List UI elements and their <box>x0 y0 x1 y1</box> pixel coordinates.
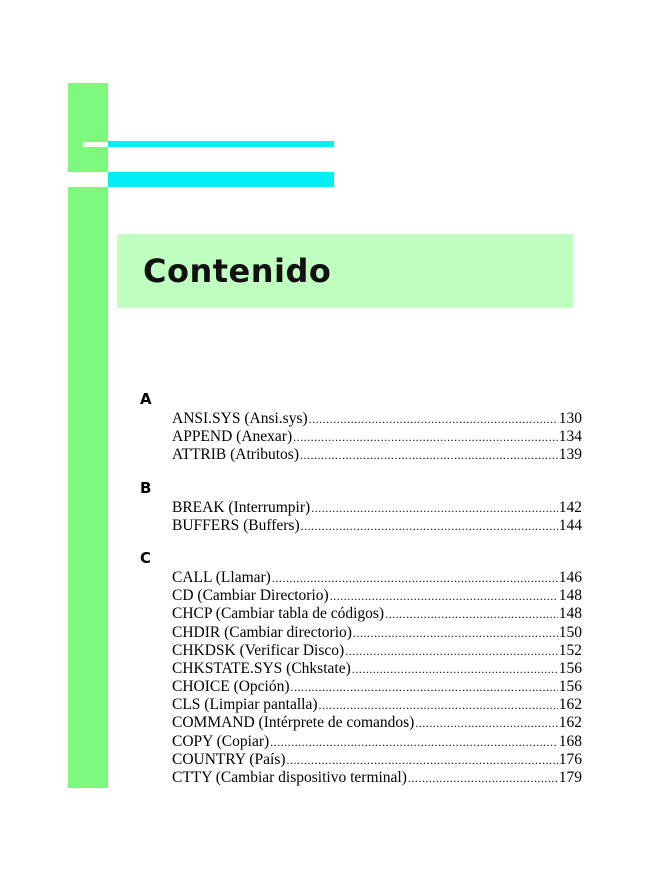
toc-entry[interactable] <box>172 751 582 769</box>
toc-entry-label: CHKSTATE.SYS (Chkstate) <box>172 659 351 677</box>
table-of-contents <box>140 388 582 787</box>
dot-leader <box>309 410 558 428</box>
decorative-notch <box>68 172 108 187</box>
toc-entry[interactable] <box>172 769 582 787</box>
toc-entry-label: CHCP (Cambiar tabla de códigos) <box>172 605 385 623</box>
toc-entry-page: 168 <box>558 732 582 750</box>
dot-leader <box>300 446 558 464</box>
toc-section <box>140 547 582 787</box>
page-title: Contenido <box>143 252 332 290</box>
toc-entry[interactable] <box>172 446 582 464</box>
dot-leader <box>330 587 558 605</box>
toc-entry-page: 162 <box>558 714 582 732</box>
toc-entry[interactable] <box>172 517 582 535</box>
toc-entry[interactable] <box>172 733 582 751</box>
toc-entry-label: COMMAND (Intérprete de comandos) <box>172 714 415 732</box>
title-banner <box>117 234 573 308</box>
toc-entry-page: 162 <box>558 696 582 714</box>
decorative-cyan-stripe <box>108 141 334 147</box>
section-letter: A <box>140 390 152 408</box>
decorative-cyan-band <box>108 172 334 187</box>
toc-entry-label: CTTY (Cambiar dispositivo terminal) <box>172 769 407 786</box>
toc-entry-label: ATTRIB (Atributos) <box>172 446 300 464</box>
toc-entry-label: CD (Cambiar Directorio) <box>172 587 329 605</box>
dot-leader <box>319 696 558 714</box>
toc-entry-label: COUNTRY (País) <box>172 750 286 768</box>
dot-leader <box>301 517 558 535</box>
dot-leader <box>272 569 558 587</box>
toc-entry[interactable] <box>172 605 582 623</box>
toc-entry-label: APPEND (Anexar) <box>172 428 293 446</box>
toc-entry[interactable] <box>172 642 582 660</box>
toc-entry-label: COPY (Copiar) <box>172 732 270 750</box>
dot-leader <box>385 605 558 623</box>
decorative-green-bar <box>68 83 108 788</box>
toc-entry[interactable] <box>172 428 582 446</box>
toc-entry[interactable] <box>172 587 582 605</box>
toc-entry[interactable] <box>172 696 582 714</box>
toc-section <box>140 388 582 465</box>
section-letter: B <box>140 478 152 497</box>
dot-leader <box>311 499 558 517</box>
dot-leader <box>353 624 558 642</box>
toc-entry[interactable] <box>172 714 582 732</box>
section-letter: C <box>140 548 152 567</box>
toc-entry-page: 176 <box>558 750 582 768</box>
toc-entry[interactable] <box>172 410 582 428</box>
toc-entry-label: CHDIR (Cambiar directorio) <box>172 623 352 641</box>
toc-entry-page: 179 <box>558 769 582 786</box>
toc-entry-page: 144 <box>558 516 582 534</box>
toc-entry-page: 156 <box>558 678 582 696</box>
toc-entry-page: 148 <box>558 587 582 605</box>
toc-entry-label: CLS (Limpiar pantalla) <box>172 696 318 714</box>
toc-entry[interactable] <box>172 499 582 517</box>
toc-entry-page: 134 <box>558 428 582 446</box>
toc-entry-page: 150 <box>558 623 582 641</box>
dot-leader <box>345 642 558 660</box>
toc-entry-page: 139 <box>558 446 582 464</box>
toc-entry-label: BREAK (Interrumpir) <box>172 498 311 516</box>
toc-entry-page: 148 <box>558 605 582 623</box>
dot-leader <box>352 660 558 678</box>
toc-entry-label: ANSI.SYS (Ansi.sys) <box>172 410 308 427</box>
toc-entry-label: CHOICE (Opción) <box>172 678 290 696</box>
dot-leader <box>270 733 558 751</box>
dot-leader <box>291 678 558 696</box>
toc-entry[interactable] <box>172 660 582 678</box>
toc-entry[interactable] <box>172 624 582 642</box>
toc-section <box>140 477 582 535</box>
toc-entry-label: CHKDSK (Verificar Disco) <box>172 641 345 659</box>
toc-entry-page: 156 <box>558 659 582 677</box>
toc-entry-page: 146 <box>558 568 582 586</box>
toc-entry-page: 142 <box>558 498 582 516</box>
toc-entry[interactable] <box>172 569 582 587</box>
toc-entry-page: 152 <box>558 641 582 659</box>
decorative-notch <box>83 142 108 147</box>
dot-leader <box>415 714 557 732</box>
toc-entry[interactable] <box>172 678 582 696</box>
dot-leader <box>293 428 558 446</box>
toc-entry-label: BUFFERS (Buffers) <box>172 516 300 534</box>
toc-entry-label: CALL (Llamar) <box>172 568 271 586</box>
dot-leader <box>287 751 558 769</box>
dot-leader <box>408 769 558 787</box>
toc-entry-page: 130 <box>558 410 582 427</box>
